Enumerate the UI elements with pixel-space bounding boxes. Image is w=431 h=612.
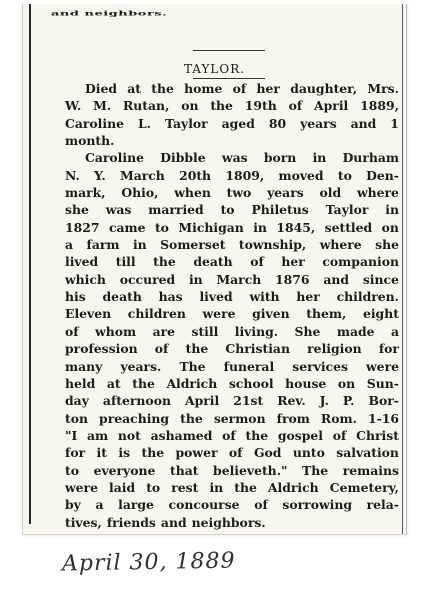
column-rule-right — [402, 4, 403, 534]
text-line: Eleven children were given them, eight — [65, 306, 399, 322]
text-line: by a large concourse of sorrowing rela- — [65, 497, 399, 513]
column-rule-left — [29, 4, 31, 524]
text-line: month. — [65, 133, 115, 149]
text-line: day afternoon April 21st Rev. J. P. Bor- — [65, 393, 399, 409]
text-line: 1827 came to Michigan in 1845, settled on — [65, 219, 399, 235]
handwritten-date: April 30, 1889 — [61, 548, 236, 577]
text-line: she was married to Philetus Taylor in — [65, 202, 399, 218]
newspaper-clipping — [22, 4, 407, 535]
text-line: to everyone that believeth." The remains — [65, 462, 399, 478]
text-line: were laid to rest in the Aldrich Cemetery, — [65, 479, 399, 495]
text-line: profession of the Christian religion for — [65, 341, 399, 357]
text-line: which occured in March 1876 and since — [65, 271, 399, 287]
text-line: for it is the power of God unto salvation — [65, 445, 399, 461]
text-line: mark, Ohio, when two years old where — [65, 185, 399, 201]
text-line: held at the Aldrich school house on Sun- — [65, 375, 399, 391]
text-line: Caroline Dibble was born in Durham — [85, 150, 399, 166]
text-line: tives, friends and neighbors. — [65, 514, 266, 530]
text-line: of whom are still living. She made a — [65, 323, 399, 339]
text-line: a farm in Somerset township, where she — [65, 237, 399, 253]
text-line: many years. The funeral services were — [65, 358, 399, 374]
text-line: his death has lived with her children. — [65, 289, 399, 305]
obituary-title: TAYLOR. — [183, 62, 246, 76]
paragraph-biography — [65, 149, 399, 531]
paragraph-death-notice — [65, 80, 399, 149]
title-separator-bottom — [193, 78, 265, 79]
text-line: Caroline L. Taylor aged 80 years and 1 — [65, 115, 399, 131]
text-line: lived till the death of her companion — [65, 254, 399, 270]
text-line: "I am not ashamed of the gospel of Christ — [65, 427, 399, 443]
text-line: ton preaching the sermon from Rom. 1-16 — [65, 410, 399, 426]
text-line: N. Y. March 20th 1809, moved to Den- — [65, 167, 399, 183]
text-line: W. M. Rutan, on the 19th of April 1889, — [65, 98, 399, 114]
text-line: Died at the home of her daughter, Mrs. — [85, 81, 399, 96]
obituary-text — [65, 80, 399, 531]
title-separator-top — [193, 50, 265, 51]
cut-off-heading: and neighbors. — [51, 10, 168, 18]
